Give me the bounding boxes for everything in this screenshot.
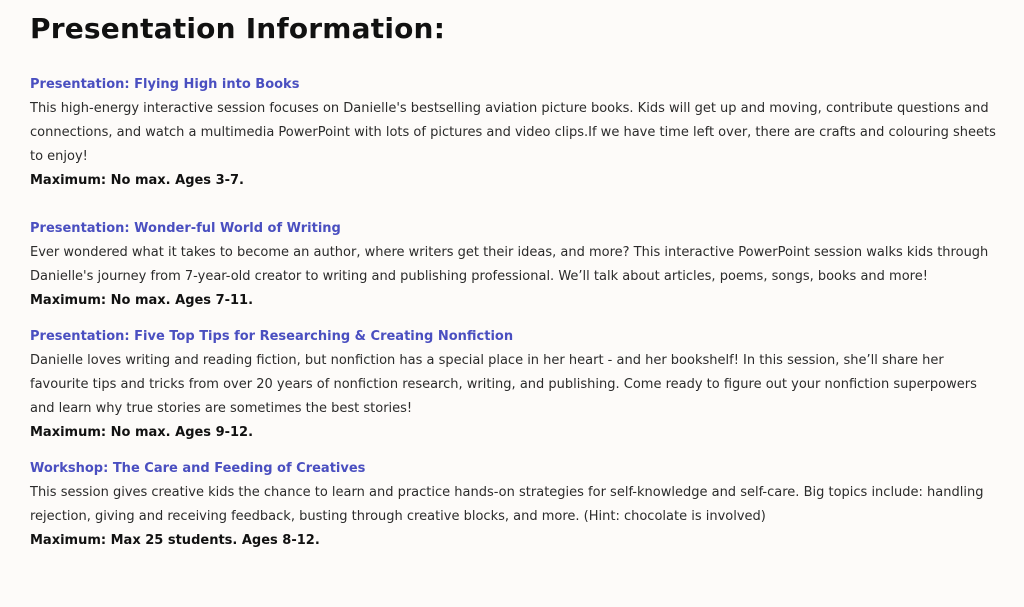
presentation-maximum: Maximum: No max. Ages 7-11. [30, 293, 254, 308]
presentation-title-link[interactable]: Presentation: Wonder-ful World of Writing [30, 221, 341, 236]
workshop-title-link[interactable]: Workshop: The Care and Feeding of Creatives [30, 461, 366, 476]
presentation-description: This high-energy interactive session focuses on Danielle's bestselling aviation picture books. Kids will get up and moving, contribute questions and connections, and watch a multimedia PowerPoint with lots of pictures and video clips.If we have time left over, there are crafts and colouring sheets to enjoy! [30, 101, 996, 164]
presentation-item-wonderful-world [30, 217, 1000, 313]
workshop-item-care-and-feeding [30, 457, 1000, 553]
presentation-item-flying-high [30, 73, 1000, 193]
page-title: Presentation Information: [30, 12, 446, 45]
presentation-title-link[interactable]: Presentation: Five Top Tips for Researching & Creating Nonfiction [30, 329, 514, 344]
presentation-info-section [30, 0, 1000, 548]
presentation-item-five-top-tips [30, 325, 1000, 445]
workshop-maximum: Maximum: Max 25 students. Ages 8-12. [30, 533, 320, 548]
presentation-title-link[interactable]: Presentation: Flying High into Books [30, 77, 300, 92]
workshop-description: This session gives creative kids the chance to learn and practice hands-on strategies for self-knowledge and self-care. Big topics include: handling rejection, giving and receiving feedback, busting through creative blocks, and more. (Hint: chocolate is involved) [30, 485, 984, 524]
presentation-maximum: Maximum: No max. Ages 3-7. [30, 173, 244, 188]
presentation-description: Danielle loves writing and reading fiction, but nonfiction has a special place in her heart - and her bookshelf! In this session, she’ll share her favourite tips and tricks from over 20 years of nonfiction research, writing, and publishing. Come ready to figure out your nonfiction superpowers and learn why true stories are sometimes the best stories! [30, 353, 977, 416]
presentation-description: Ever wondered what it takes to become an author, where writers get their ideas, and more? This interactive PowerPoint session walks kids through Danielle's journey from 7-year-old creator to writing and publishing professional. We’ll talk about articles, poems, songs, books and more! [30, 245, 989, 284]
presentation-maximum: Maximum: No max. Ages 9-12. [30, 425, 254, 440]
